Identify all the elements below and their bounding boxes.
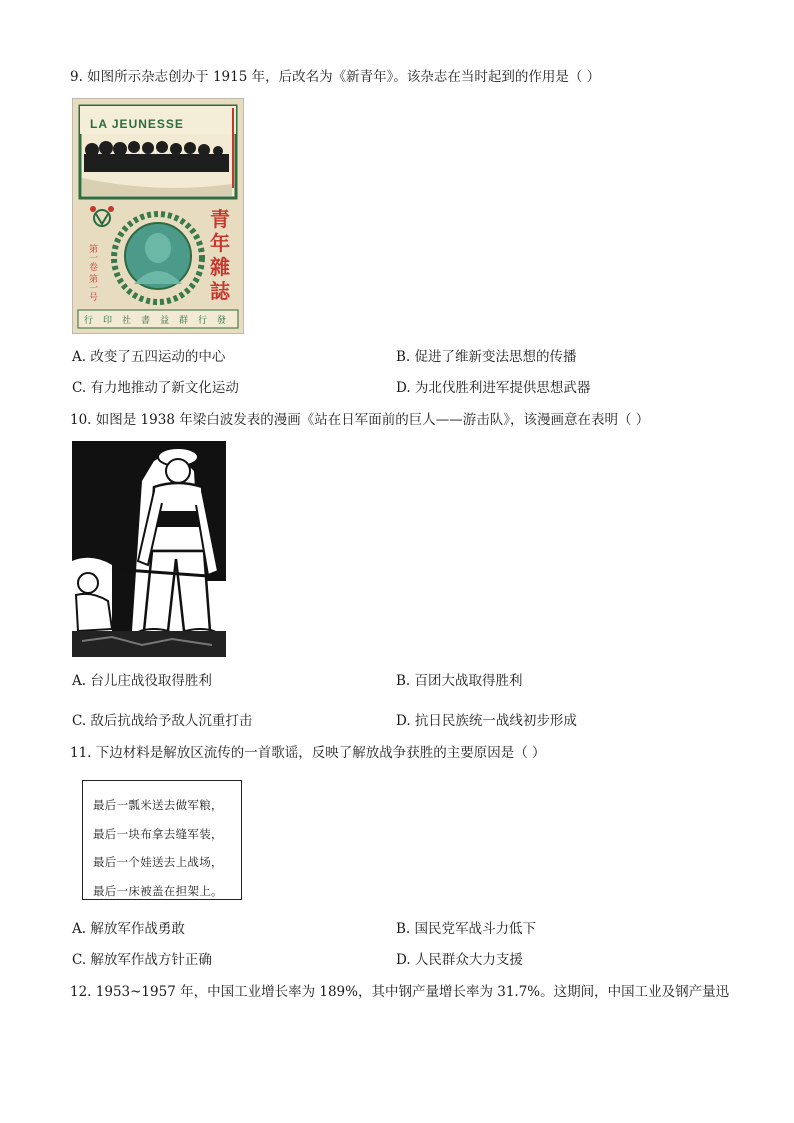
- bottom-char-8: 發: [217, 316, 227, 326]
- q9-option-b: B. 促进了维新变法思想的传播: [396, 349, 577, 365]
- question-12-stem: 12. 1953~1957 年，中国工业增长率为 189%，其中钢产量增长率为 31.7%。这期间，中国工业及钢产量迅: [70, 984, 730, 1000]
- bottom-char-5: 益: [160, 316, 170, 326]
- magazine-cover-drawing: [72, 98, 244, 334]
- issue-vertical-text: 第一卷 第一号: [87, 244, 97, 301]
- q10-option-d: D. 抗日民族统一战线初步形成: [396, 713, 577, 729]
- question-10-stem: 10. 如图是 1938 年梁白波发表的漫画《站在日军面前的巨人——游击队》，该漫画意在表明（ ）: [70, 412, 650, 428]
- title-char-1: 青: [210, 207, 230, 231]
- question-11-stem: 11. 下边材料是解放区流传的一首歌谣，反映了解放战争获胜的主要原因是（ ）: [70, 745, 546, 761]
- poem-line-4: 最后一床被盖在担架上。: [93, 883, 223, 898]
- poem-line-1: 最后一瓢米送去做军粮，: [93, 798, 223, 812]
- bottom-char-2: 印: [103, 316, 113, 326]
- bottom-char-4: 書: [141, 316, 151, 326]
- title-char-4: 誌: [210, 279, 230, 303]
- bottom-char-7: 行: [198, 316, 208, 326]
- folk-song-box: [82, 780, 242, 900]
- q11-option-d: D. 人民群众大力支援: [396, 952, 523, 968]
- masthead-text: LA JEUNESSE: [90, 117, 184, 131]
- q10-option-c: C. 敌后抗战给予敌人沉重打击: [72, 713, 253, 729]
- poem-line-2: 最后一块布拿去缝军装，: [93, 826, 223, 841]
- q9-option-d: D. 为北伐胜利进军提供思想武器: [396, 380, 591, 396]
- title-char-3: 雜: [210, 255, 230, 279]
- q9-option-c: C. 有力地推动了新文化运动: [72, 380, 239, 396]
- q11-option-c: C. 解放军作战方针正确: [72, 952, 212, 968]
- bottom-char-1: 行: [84, 316, 94, 326]
- q10-option-a: A. 台儿庄战役取得胜利: [72, 673, 212, 689]
- poem-line-3: 最后一个娃送去上战场，: [93, 855, 223, 869]
- question-9-stem: 9. 如图所示杂志创办于 1915 年，后改名为《新青年》。该杂志在当时起到的作用是（ ）: [70, 69, 601, 85]
- bottom-char-3: 社: [122, 316, 132, 326]
- q10-option-b: B. 百团大战取得胜利: [396, 673, 523, 689]
- q11-option-b: B. 国民党军战斗力低下: [396, 921, 537, 937]
- q11-option-a: A. 解放军作战勇敢: [72, 921, 185, 937]
- q9-option-a: A. 改变了五四运动的中心: [72, 349, 226, 365]
- cartoon-image: [72, 441, 226, 657]
- guerrilla-cartoon-drawing: [72, 441, 226, 657]
- bottom-char-6: 群: [179, 316, 189, 326]
- title-char-2: 年: [210, 231, 230, 255]
- magazine-cover-image: [72, 98, 244, 334]
